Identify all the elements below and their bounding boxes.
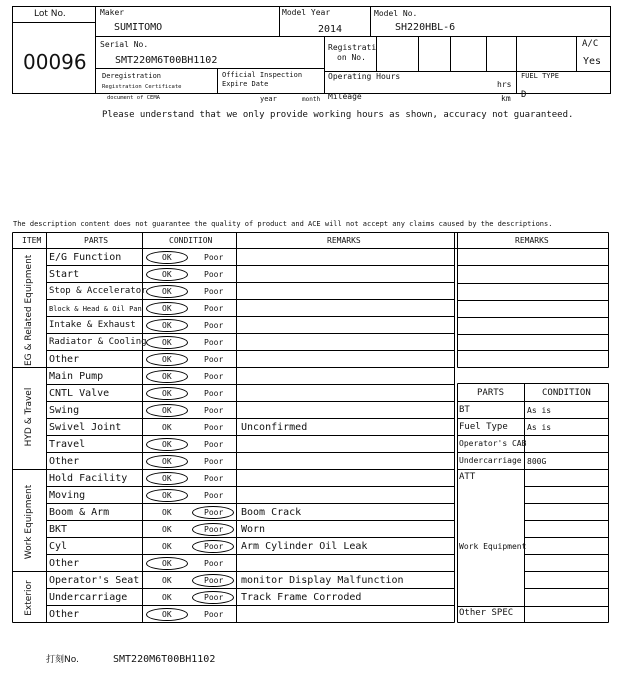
ok-circle-mark <box>146 472 188 485</box>
model-no-value: SH220HBL-6 <box>395 22 456 33</box>
ok-circle-mark <box>146 302 188 315</box>
part-name: Other <box>49 455 80 467</box>
right-part-name: BT <box>459 404 470 415</box>
right-part-name: Fuel Type <box>459 421 508 432</box>
poor-circle-mark <box>192 591 234 604</box>
poor-option: Poor <box>204 303 224 313</box>
att-label: ATT <box>459 472 476 482</box>
poor-option: Poor <box>204 252 224 262</box>
poor-circle-mark <box>192 540 234 553</box>
poor-option: Poor <box>204 371 224 381</box>
remark-text: monitor Display Malfunction <box>241 574 404 586</box>
ok-circle-mark <box>146 387 188 400</box>
right-part-name: Operator's CAB <box>459 438 527 448</box>
ok-circle-mark <box>146 285 188 298</box>
poor-option: Poor <box>204 405 224 415</box>
hrs-label: hrs <box>497 80 512 89</box>
poor-circle-mark <box>192 574 234 587</box>
right-condition-value: 800G <box>527 456 547 466</box>
fuel-type-value: D <box>521 90 527 100</box>
poor-option: Poor <box>204 439 224 449</box>
ok-circle-mark <box>146 353 188 366</box>
poor-option: Poor <box>204 286 224 296</box>
remark-text: Arm Cylinder Oil Leak <box>241 540 368 552</box>
right-condition-value: As is <box>527 422 552 432</box>
registration-certificate-label: Registration Certificate <box>102 84 182 90</box>
part-name: Travel <box>49 438 86 450</box>
right-part-name: Undercarriage <box>459 455 522 465</box>
registration-label-2: on No. <box>337 53 366 62</box>
ok-circle-mark <box>146 251 188 264</box>
ok-circle-mark <box>146 608 188 621</box>
group-label-work: Work Equipment <box>24 484 34 560</box>
poor-option: Poor <box>204 575 224 585</box>
ok-circle-mark <box>146 489 188 502</box>
ok-circle-mark <box>146 268 188 281</box>
part-name: BKT <box>49 523 68 535</box>
poor-option: Poor <box>204 320 224 330</box>
right-remarks-header: REMARKS <box>515 236 549 245</box>
month-label: month <box>302 96 321 103</box>
item-header: ITEM <box>22 236 42 245</box>
part-name: Moving <box>49 489 86 501</box>
serial-no-label: Serial No. <box>100 40 149 49</box>
poor-option: Poor <box>204 490 224 500</box>
remark-text: Unconfirmed <box>241 421 308 433</box>
part-name: Cyl <box>49 540 68 552</box>
ok-option: OK <box>162 541 172 551</box>
km-label: km <box>501 94 511 103</box>
poor-option: Poor <box>204 507 224 517</box>
ok-option: OK <box>162 286 172 296</box>
registration-label: Registrati <box>328 43 377 52</box>
part-name: Radiator & Cooling <box>49 336 147 347</box>
lot-no-value: 00096 <box>23 50 87 74</box>
part-name: Start <box>49 268 80 280</box>
official-inspection-label: Official Inspection <box>222 71 303 79</box>
ok-option: OK <box>162 269 172 279</box>
ok-option: OK <box>162 575 172 585</box>
stamp-label: 打刻No. <box>46 655 79 665</box>
ok-option: OK <box>162 388 172 398</box>
ok-option: OK <box>162 456 172 466</box>
poor-circle-mark <box>192 523 234 536</box>
part-name: CNTL Valve <box>49 387 110 399</box>
disclaimer: The description content does not guarantee the quality of product and ACE will not accept any claims caused by the descriptions. <box>13 220 553 228</box>
work-equipment-label: Work Equipment <box>459 542 527 551</box>
ok-option: OK <box>162 303 172 313</box>
lot-no-label: Lot No. <box>34 9 66 19</box>
parts-header: PARTS <box>84 236 109 245</box>
part-name: Intake & Exhaust <box>49 319 136 330</box>
ok-option: OK <box>162 524 172 534</box>
mileage-label: Mileage <box>328 92 362 101</box>
condition-header: CONDITION <box>169 236 213 245</box>
deregistration-label: Deregistration <box>102 72 162 80</box>
stamp-value: SMT220M6T00BH1102 <box>113 654 216 665</box>
hours-note: Please understand that we only provide working hours as shown, accuracy not guaranteed. <box>102 110 574 120</box>
part-name: Other <box>49 557 80 569</box>
remark-text: Track Frame Corroded <box>241 591 362 603</box>
fuel-type-label: FUEL TYPE <box>521 72 559 80</box>
serial-no-value: SMT220M6T00BH1102 <box>115 55 218 66</box>
ok-option: OK <box>162 422 172 432</box>
document-of-cema-label: document of CEMA <box>107 95 160 101</box>
ac-label: A/C <box>582 39 599 49</box>
ok-option: OK <box>162 558 172 568</box>
ok-option: OK <box>162 252 172 262</box>
poor-option: Poor <box>204 354 224 364</box>
model-year-label: Model Year <box>282 8 331 17</box>
other-spec-label: Other SPEC <box>459 608 514 618</box>
ac-value: Yes <box>583 56 602 67</box>
poor-option: Poor <box>204 337 224 347</box>
maker-label: Maker <box>100 8 125 17</box>
part-name: Swing <box>49 404 80 416</box>
poor-option: Poor <box>204 541 224 551</box>
remarks-header: REMARKS <box>327 236 361 245</box>
right-condition-header: CONDITION <box>542 388 591 398</box>
part-name: Main Pump <box>49 370 104 382</box>
expire-date-label: Expire Date <box>222 80 269 88</box>
group-label-exterior: Exterior <box>24 580 34 616</box>
group-label-hyd: HYD & Travel <box>24 387 34 447</box>
ok-option: OK <box>162 507 172 517</box>
remark-text: Worn <box>241 523 266 535</box>
ok-option: OK <box>162 473 172 483</box>
remark-text: Boom Crack <box>241 506 302 518</box>
poor-option: Poor <box>204 558 224 568</box>
ok-circle-mark <box>146 336 188 349</box>
ok-circle-mark <box>146 455 188 468</box>
ok-option: OK <box>162 439 172 449</box>
part-name: Block & Head & Oil Pan <box>49 304 142 313</box>
year-label: year <box>260 95 277 103</box>
part-name: Swivel Joint <box>49 421 122 433</box>
group-label-eg: EG & Related Equipment <box>24 254 34 366</box>
ok-option: OK <box>162 592 172 602</box>
model-no-label: Model No. <box>374 9 418 18</box>
poor-circle-mark <box>192 506 234 519</box>
part-name: Other <box>49 608 80 620</box>
operating-hours-label: Operating Hours <box>328 72 401 81</box>
right-parts-header: PARTS <box>477 388 505 398</box>
ok-option: OK <box>162 354 172 364</box>
right-condition-value: As is <box>527 405 552 415</box>
poor-option: Poor <box>204 422 224 432</box>
ok-option: OK <box>162 490 172 500</box>
ok-option: OK <box>162 371 172 381</box>
model-year-value: 2014 <box>318 24 343 35</box>
ok-circle-mark <box>146 404 188 417</box>
poor-option: Poor <box>204 524 224 534</box>
part-name: Operator's Seat <box>49 574 140 586</box>
ok-option: OK <box>162 405 172 415</box>
part-name: Undercarriage <box>49 591 128 603</box>
ok-option: OK <box>162 337 172 347</box>
part-name: Stop & Accelerator <box>49 285 147 296</box>
part-name: Hold Facility <box>49 472 128 484</box>
poor-option: Poor <box>204 269 224 279</box>
poor-option: Poor <box>204 592 224 602</box>
part-name: E/G Function <box>49 251 122 263</box>
ok-circle-mark <box>146 557 188 570</box>
poor-option: Poor <box>204 388 224 398</box>
part-name: Boom & Arm <box>49 506 110 518</box>
ok-option: OK <box>162 320 172 330</box>
ok-circle-mark <box>146 370 188 383</box>
maker-value: SUMITOMO <box>114 22 163 33</box>
ok-option: OK <box>162 609 172 619</box>
ok-circle-mark <box>146 319 188 332</box>
poor-option: Poor <box>204 456 224 466</box>
part-name: Other <box>49 353 80 365</box>
ok-circle-mark <box>146 438 188 451</box>
poor-option: Poor <box>204 473 224 483</box>
poor-option: Poor <box>204 609 224 619</box>
